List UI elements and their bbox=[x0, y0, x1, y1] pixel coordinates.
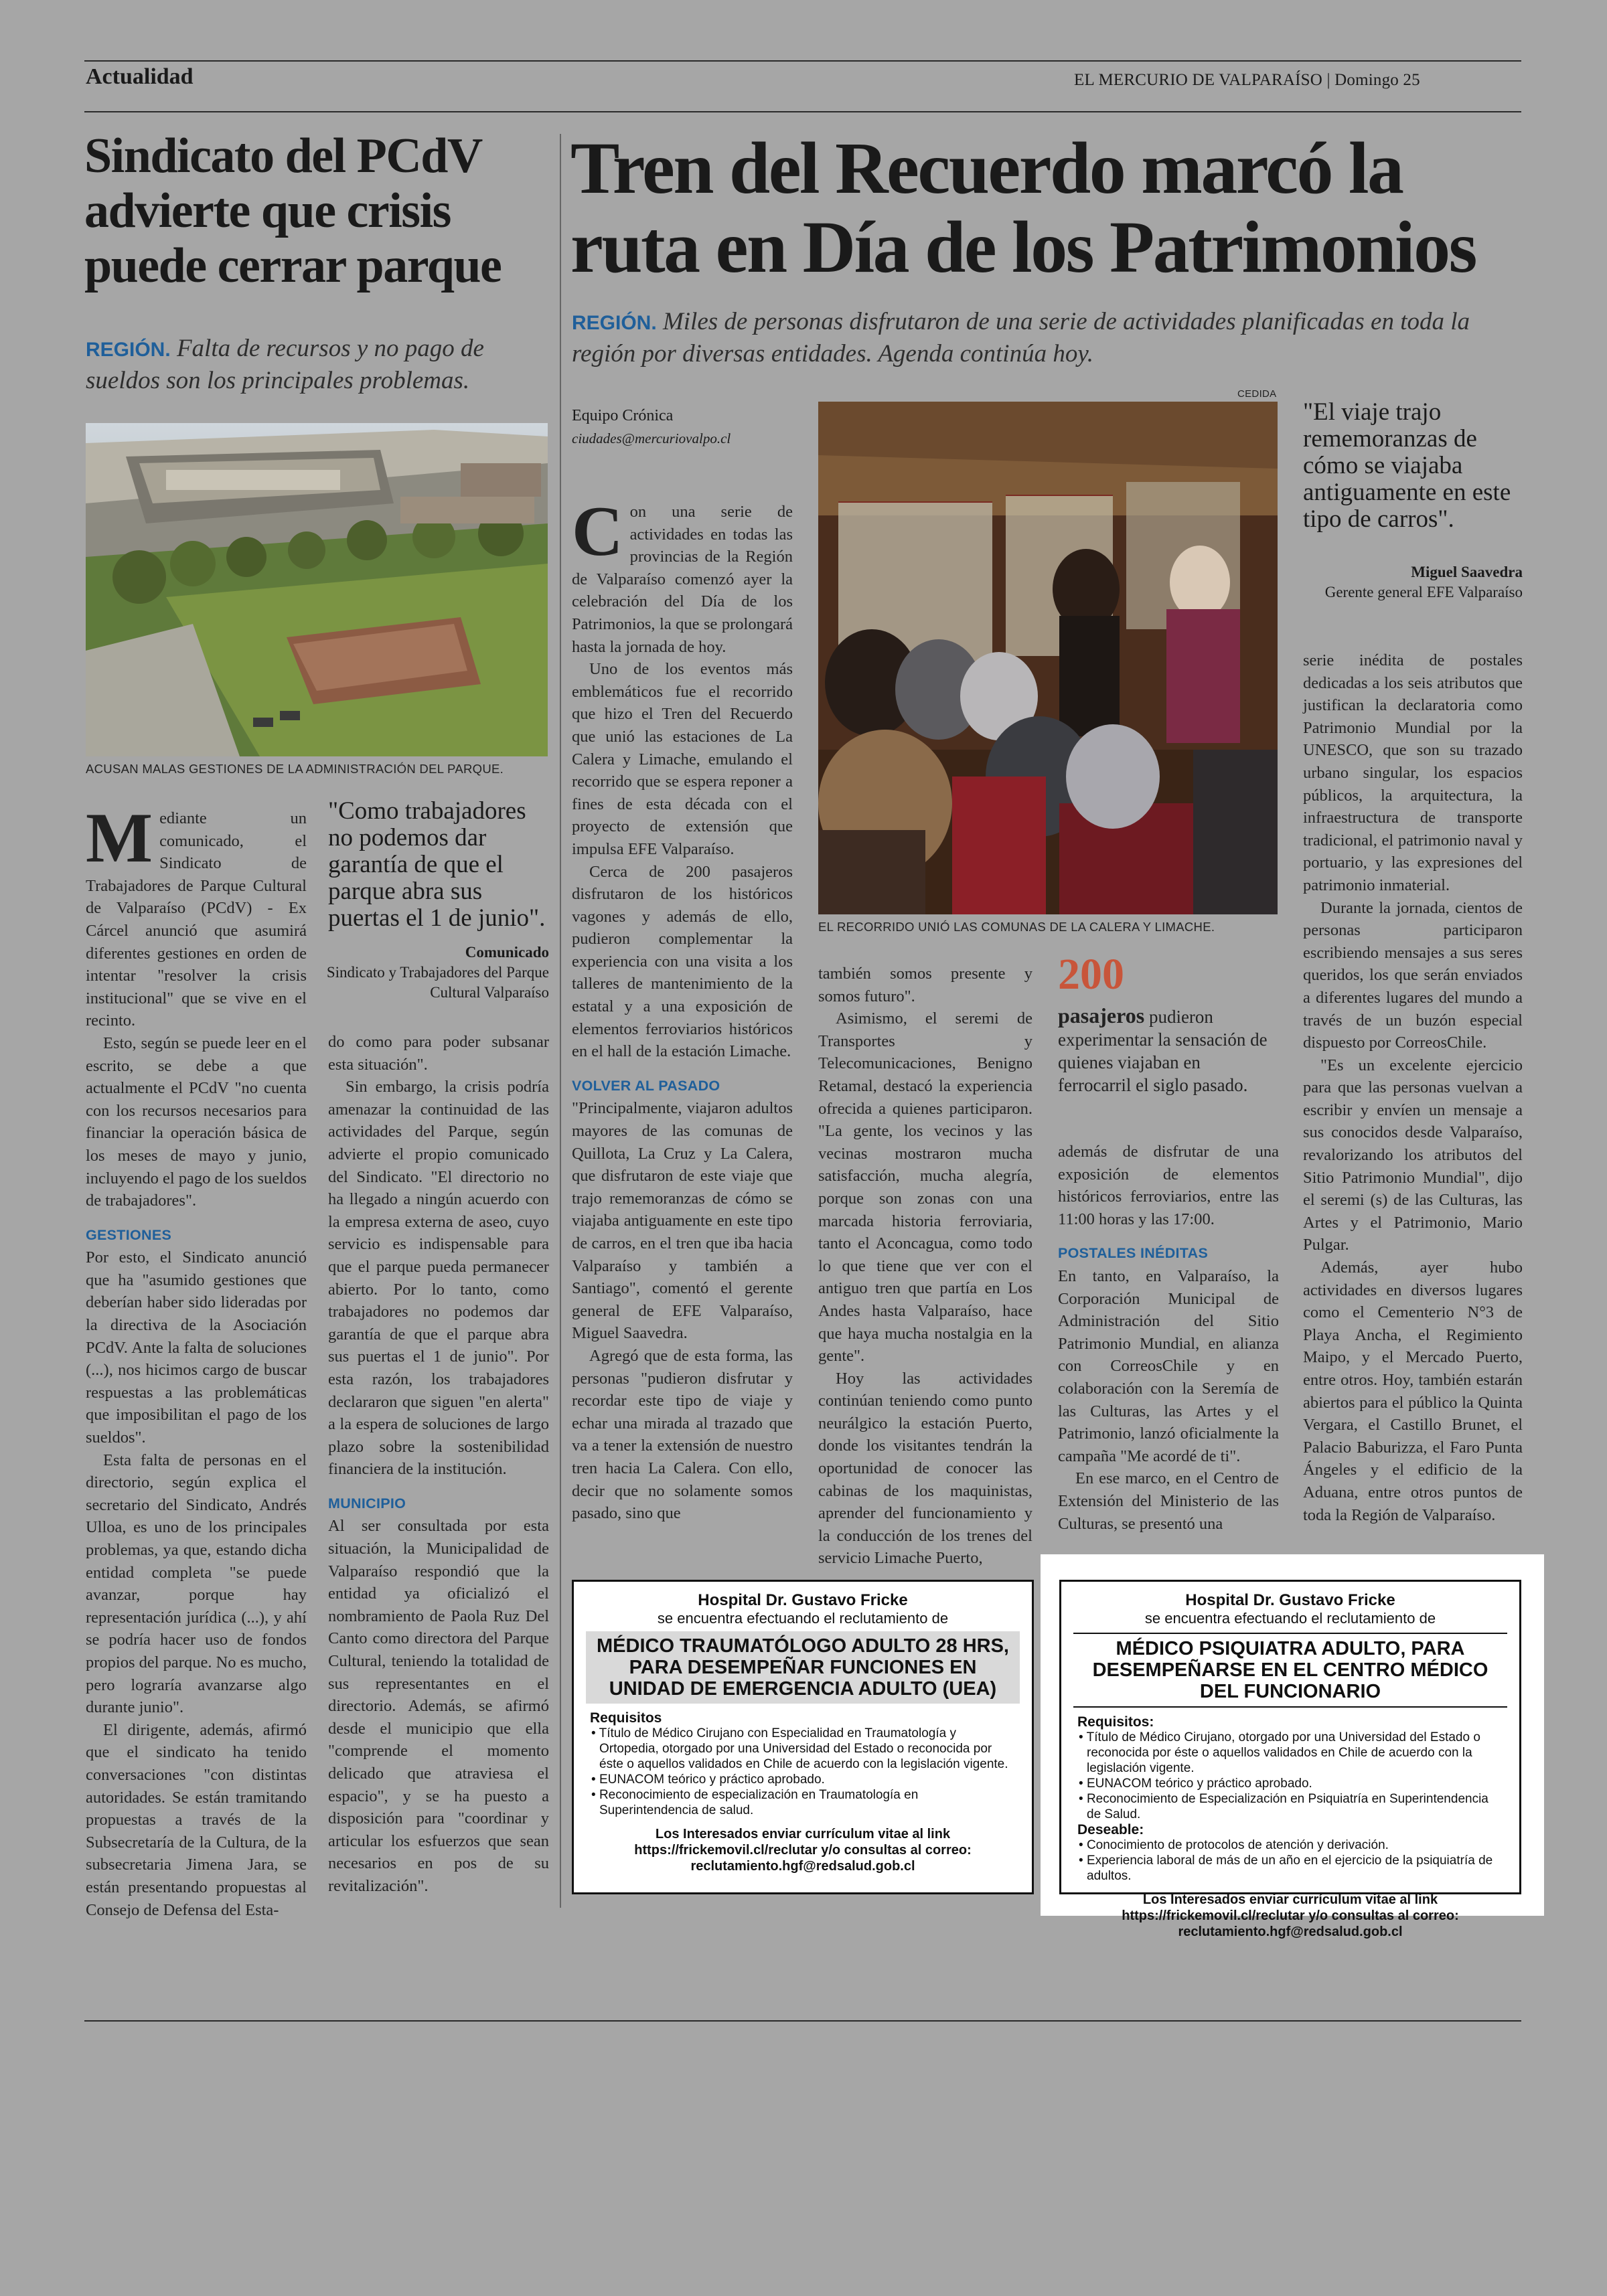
column-divider bbox=[560, 134, 561, 1908]
section-name: Actualidad bbox=[86, 64, 194, 89]
left-pull-quote: "Como trabajadores no podemos dar garantía de que el parque abra sus puertas el 1 de junio". bbox=[328, 797, 546, 932]
left-photo-caption: ACUSAN MALAS GESTIONES DE LA ADMINISTRACIÓN DEL PARQUE. bbox=[86, 762, 504, 776]
left-quote-author: Comunicado Sindicato y Trabajadores del Parque Cultural Valparaíso bbox=[326, 944, 549, 1001]
train-interior-photo bbox=[818, 402, 1278, 914]
ad-title: MÉDICO PSIQUIATRA ADULTO, PARA DESEMPEÑARSE EN EL CENTRO MÉDICO DEL FUNCIONARIO bbox=[1073, 1633, 1507, 1708]
dropcap: M bbox=[86, 799, 153, 877]
left-article-col1: M ediante un comunicado, el Sindicato de Trabajadores de Parque Cultural de Valparaíso (PCdV) - Ex Cárcel anunció que asumirá diferentes gestiones en orden de intentar "resolver la crisis institucional" que se vive en el recinto. Esto, según se puede leer en el escrito, se debe a que actualmente el PCdV "no cuenta con los recursos necesarios para financiar la operación básica de los meses de mayo y junio, incluyendo el pago de los sueldos de trabajadores". GESTIONES Por esto, el Sindicato anunció que ha "asumido gestiones que deberían haber sido lideradas por la directiva de la Asociación PCdV. Ante la falta de soluciones (...), nos hicimos cargo de buscar respuestas a las problemáticas que imposibilitan el pago de los sueldos". Esta falta de personas en el directorio, según explica el secretario del Sindicato, Andrés Ulloa, es uno de los principales problemas, ya que, estando dicha entidad completa "se puede avanzar, porque hay representación jurídica (...), y ahí se podría hacer uso de fondos propios del parque. No es mucho, pero lograría avanzarse algo durante junio". El dirigente, además, afirmó que el sindicato ha tenido conversaciones "con distintas autoridades. Se están tramitando propuestas a través de la Subsecretaría de la Cultura, de la subsecretaria Jimena Jara, se están presentando propuestas al Consejo de Defensa del Esta- bbox=[86, 799, 307, 1919]
ad-contact: Los Interesados enviar currículum vitae al link https://frickemovil.cl/reclutar y/o consultas al correo: reclutamiento.hgf@redsalud.gob.cl bbox=[634, 1827, 972, 1874]
subhead-postales: POSTALES INÉDITAS bbox=[1058, 1245, 1209, 1262]
main-article-col2: también somos presente y somos futuro". Asimismo, el seremi de Transportes y Telecomunicaciones, Benigno Retamal, destacó la experiencia ofrecida a quienes participaron. "La gente, los vecinos y las vecinas mostraron mucha satisfacción, mucha alegría, porque son zonas con una marcada historia ferroviaria, tanto el Aconcagua, como todo lo que tiene que ver con el antiguo tren que partía en Los Andes hasta Valparaíso, hace que haya mucha nostalgia en la gente". Hoy las actividades continúan teniendo como punto neurálgico la estación Puerto, donde los visitantes tendrán la oportunidad de conocer las cabinas de los maquinistas, aprender del funcionamiento y la conducción de los trenes del servicio Limache Puerto, bbox=[818, 965, 1032, 1568]
byline: Equipo Crónica ciudades@mercuriovalpo.cl bbox=[572, 407, 731, 446]
ad-title: MÉDICO TRAUMATÓLOGO ADULTO 28 HRS, PARA DESEMPEÑAR FUNCIONES EN UNIDAD DE EMERGENCIA ADULTO (UEA) bbox=[586, 1631, 1020, 1704]
left-article-col2: do como para poder subsanar esta situación". Sin embargo, la crisis podría amenazar la continuidad de las actividades del Parque, según advierte el propio comunicado del Sindicato. "El directorio no ha llegado a ningún acuerdo con la empresa externa de aseo, cuyo servicio es indispensable para que el parque pueda permanecer abierto. Por lo tanto, como trabajadores no podemos dar garantía de que el parque abra sus puertas el 1 de junio". Por esta razón, los trabajadores declararon que siguen "en alerta" a la espera de soluciones de largo plazo sobre la sostenibilidad financiera de la institución. MUNICIPIO Al ser consultada por esta situación, la Municipalidad de Valparaíso respondió que la entidad ya oficializó el nombramiento de Paola Ruz Del Canto como directora del Parque Cultural, teniendo la totalidad de sus representantes en el directorio. Además, se afirmó desde el municipio que ella "comprende el momento delicado que atraviesa el espacio", y se ha puesto a disposición para "coordinar y articular los esfuerzos que sean necesarios en pos de su revitalización". bbox=[328, 1033, 549, 1895]
main-quote-author: Miguel Saavedra Gerente general EFE Valparaíso bbox=[1324, 564, 1523, 600]
left-headline: Sindicato del PCdV advierte que crisis puede cerrar parque bbox=[84, 129, 502, 293]
stat-text: pasajeros pudieron experimentar la sensación de quienes viajaban en ferrocarril el siglo pasado. bbox=[1058, 1003, 1268, 1095]
park-aerial-photo bbox=[86, 423, 548, 756]
main-article-col3: además de disfrutar de una exposición de elementos históricos ferroviarios, entre las 11:00 horas y las 17:00. POSTALES INÉDITAS En tanto, en Valparaíso, la Corporación Municipal de Administración del Sitio Patrimonio Mundial, en alianza con CorreosChile y en colaboración con la Seremía de las Culturas, las Artes y el Patrimonio, lanzó oficialmente la campaña "Me acordé de ti". En ese marco, en el Centro de Extensión del Ministerio de las Culturas, se presentó una bbox=[1058, 1143, 1279, 1533]
ad-contact: Los Interesados enviar currículum vitae al link https://frickemovil.cl/reclutar y/o consultas al correo: reclutamiento.hgf@redsalud.gob.cl bbox=[1122, 1892, 1459, 1939]
subhead-gestiones: GESTIONES bbox=[86, 1226, 172, 1243]
subhead-volver: VOLVER AL PASADO bbox=[572, 1077, 720, 1094]
main-article-col4: serie inédita de postales dedicadas a los seis atributos que justifican la declaratoria como Patrimonio Mundial por la UNESCO, que son su trazado urbano singular, los espacios públicos, la arquitectura, la infraestructura de transporte tradicional, el patrimonio naval y portuario, y las expresiones del patrimonio inmaterial. Durante la jornada, cientos de personas participaron escribiendo mensajes a sus seres queridos, los que serán enviados a diferentes lugares del mundo a través de un buzón especial dispuesto por CorreosChile. "Es un excelente ejercicio para que las personas vuelvan a escribir y envíen un mensaje a sus conocidos desde Valparaíso, revalorizando los atributos del Sitio Patrimonio Mundial", dijo el seremi (s) de las Culturas, las Artes y el Patrimonio, Mario Pulgar. Además, ayer hubo actividades en diversos lugares como el Cementerio N°3 de Playa Ancha, el Regimiento Maipo, y el Mercado Puerto, entre otros. Hoy, también estarán abiertos para el público la Quinta Vergara, el Castillo Brunet, el Palacio Baburizza, el Faro Punta Ángeles y el edificio de la Aduana, entre otros puntos de toda la Región de Valparaíso. bbox=[1303, 651, 1523, 1524]
job-ad-traumatologo: Hospital Dr. Gustavo Fricke se encuentra efectuando el reclutamiento de MÉDICO TRAUMATÓLOGO ADULTO 28 HRS, PARA DESEMPEÑAR FUNCIONES EN UNIDAD DE EMERGENCIA ADULTO (UEA) Requisitos • Título de Médico Cirujano con Especialidad en Traumatología y Ortopedia, otorgado por una Universidad del Estado o reconocida por éste o aquellos validados en Chile de acuerdo con la legislación vigente. • EUNACOM teórico y práctico aprobado. • Reconocimiento de especialización en Traumatología en Superintendencia de salud. Los Interesados enviar currículum vitae al link https://frickemovil.cl/reclutar y/o consultas al correo: reclutamiento.hgf@redsalud.gob.cl bbox=[572, 1580, 1034, 1894]
footer-rule bbox=[84, 2020, 1521, 2022]
main-photo-caption: EL RECORRIDO UNIÓ LAS COMUNAS DE LA CALERA Y LIMACHE. bbox=[818, 920, 1215, 934]
main-article-col1: C on una serie de actividades en todas las provincias de la Región de Valparaíso comenzó ayer la celebración del Día de los Patrimonios, la que se prolongará hasta la jornada de hoy. Uno de los eventos más emblemáticos fue el recorrido que hizo el Tren del Recuerdo que unió las estaciones de La Calera y Limache, emulando el recorrido que se espera reponer a fines de esta década con el proyecto de extensión que impulsa EFE Valparaíso. Cerca de 200 pasajeros disfrutaron de los históricos vagones y además de ello, pudieron complementar la experiencia con una visita a los talleres de mantenimiento de la estatal y a una exposición de elementos ferroviarios históricos en el hall de la estación Limache. VOLVER AL PASADO "Principalmente, viajaron adultos mayores de las comunas de Quillota, La Cruz y La Calera, que disfrutaron de este viaje que trajo rememoranzas de cómo se viajaba antiguamente en este tipo de carros, en el tren que iba hacia Valparaíso y también a Santiago", comentó el gerente general de EFE Valparaíso, Miguel Saavedra. Agregó que de esta forma, las personas "pudieron disfrutar y recordar este tipo de viaje y echar una mirada al trazado que va a tener la extensión de nuestro tren hacia La Calera. Con ello, decir que no solamente somos pasado, sino que bbox=[572, 492, 793, 1523]
main-pull-quote: "El viaje trajo rememoranzas de cómo se viajaba antiguamente en este tipo de carros". bbox=[1303, 398, 1511, 533]
main-dropcap: C bbox=[572, 492, 623, 570]
photo-credit: CEDIDA bbox=[1237, 388, 1277, 400]
stat-number: 200 bbox=[1058, 950, 1124, 999]
main-deck: REGIÓN. Miles de personas disfrutaron de una serie de actividades planificadas en toda la región por diversas entidades. Agenda continúa hoy. bbox=[572, 308, 1470, 367]
left-deck: REGIÓN. Falta de recursos y no pago de sueldos son los principales problemas. bbox=[86, 335, 484, 394]
main-headline: Tren del Recuerdo marcó la ruta en Día de los Patrimonios bbox=[570, 127, 1476, 288]
header-rule bbox=[84, 111, 1521, 112]
job-ad-psiquiatra: Hospital Dr. Gustavo Fricke se encuentra efectuando el reclutamiento de MÉDICO PSIQUIATRA ADULTO, PARA DESEMPEÑARSE EN EL CENTRO MÉDICO DEL FUNCIONARIO Requisitos: • Título de Médico Cirujano, otorgado por una Universidad del Estado o reconocida por éste o aquellos validados en Chile de acuerdo con la legislación vigente. • EUNACOM teórico y práctico aprobado. • Reconocimiento de Especialización en Psiquiatría en Superintendencia de Salud. Deseable: • Conocimiento de protocolos de atención y derivación. • Experiencia laboral de más de un año en el ejercicio de la psiquiatría de adultos. Los Interesados enviar currículum vitae al link https://frickemovil.cl/reclutar y/o consultas al correo: reclutamiento.hgf@redsalud.gob.cl bbox=[1059, 1580, 1521, 1894]
masthead: EL MERCURIO DE VALPARAÍSO | Domingo 25 bbox=[1074, 71, 1420, 89]
ad-body: Requisitos • Título de Médico Cirujano con Especialidad en Traumatología y Ortopedia, otorgado por una Universidad del Estado o reconocida por éste o aquellos validados en Chile de acuerdo con la legislación vigente. • EUNACOM teórico y práctico aprobado. • Reconocimiento de especialización en Traumatología en Superintendencia de salud. Los Interesados enviar currículum vitae al link https://frickemovil.cl/reclutar y/o consultas al correo: reclutamiento.hgf@redsalud.gob.cl bbox=[574, 1704, 1032, 1874]
top-rule bbox=[84, 60, 1521, 62]
ad-body: Requisitos: • Título de Médico Cirujano, otorgado por una Universidad del Estado o reconocida por éste o aquellos validados en Chile de acuerdo con la legislación vigente. • EUNACOM teórico y práctico aprobado. • Reconocimiento de Especialización en Psiquiatría en Superintendencia de Salud. Deseable: • Conocimiento de protocolos de atención y derivación. • Experiencia laboral de más de un año en el ejercicio de la psiquiatría de adultos. Los Interesados enviar currículum vitae al link https://frickemovil.cl/reclutar y/o consultas al correo: reclutamiento.hgf@redsalud.gob.cl bbox=[1061, 1708, 1519, 1940]
subhead-municipio: MUNICIPIO bbox=[328, 1495, 406, 1511]
